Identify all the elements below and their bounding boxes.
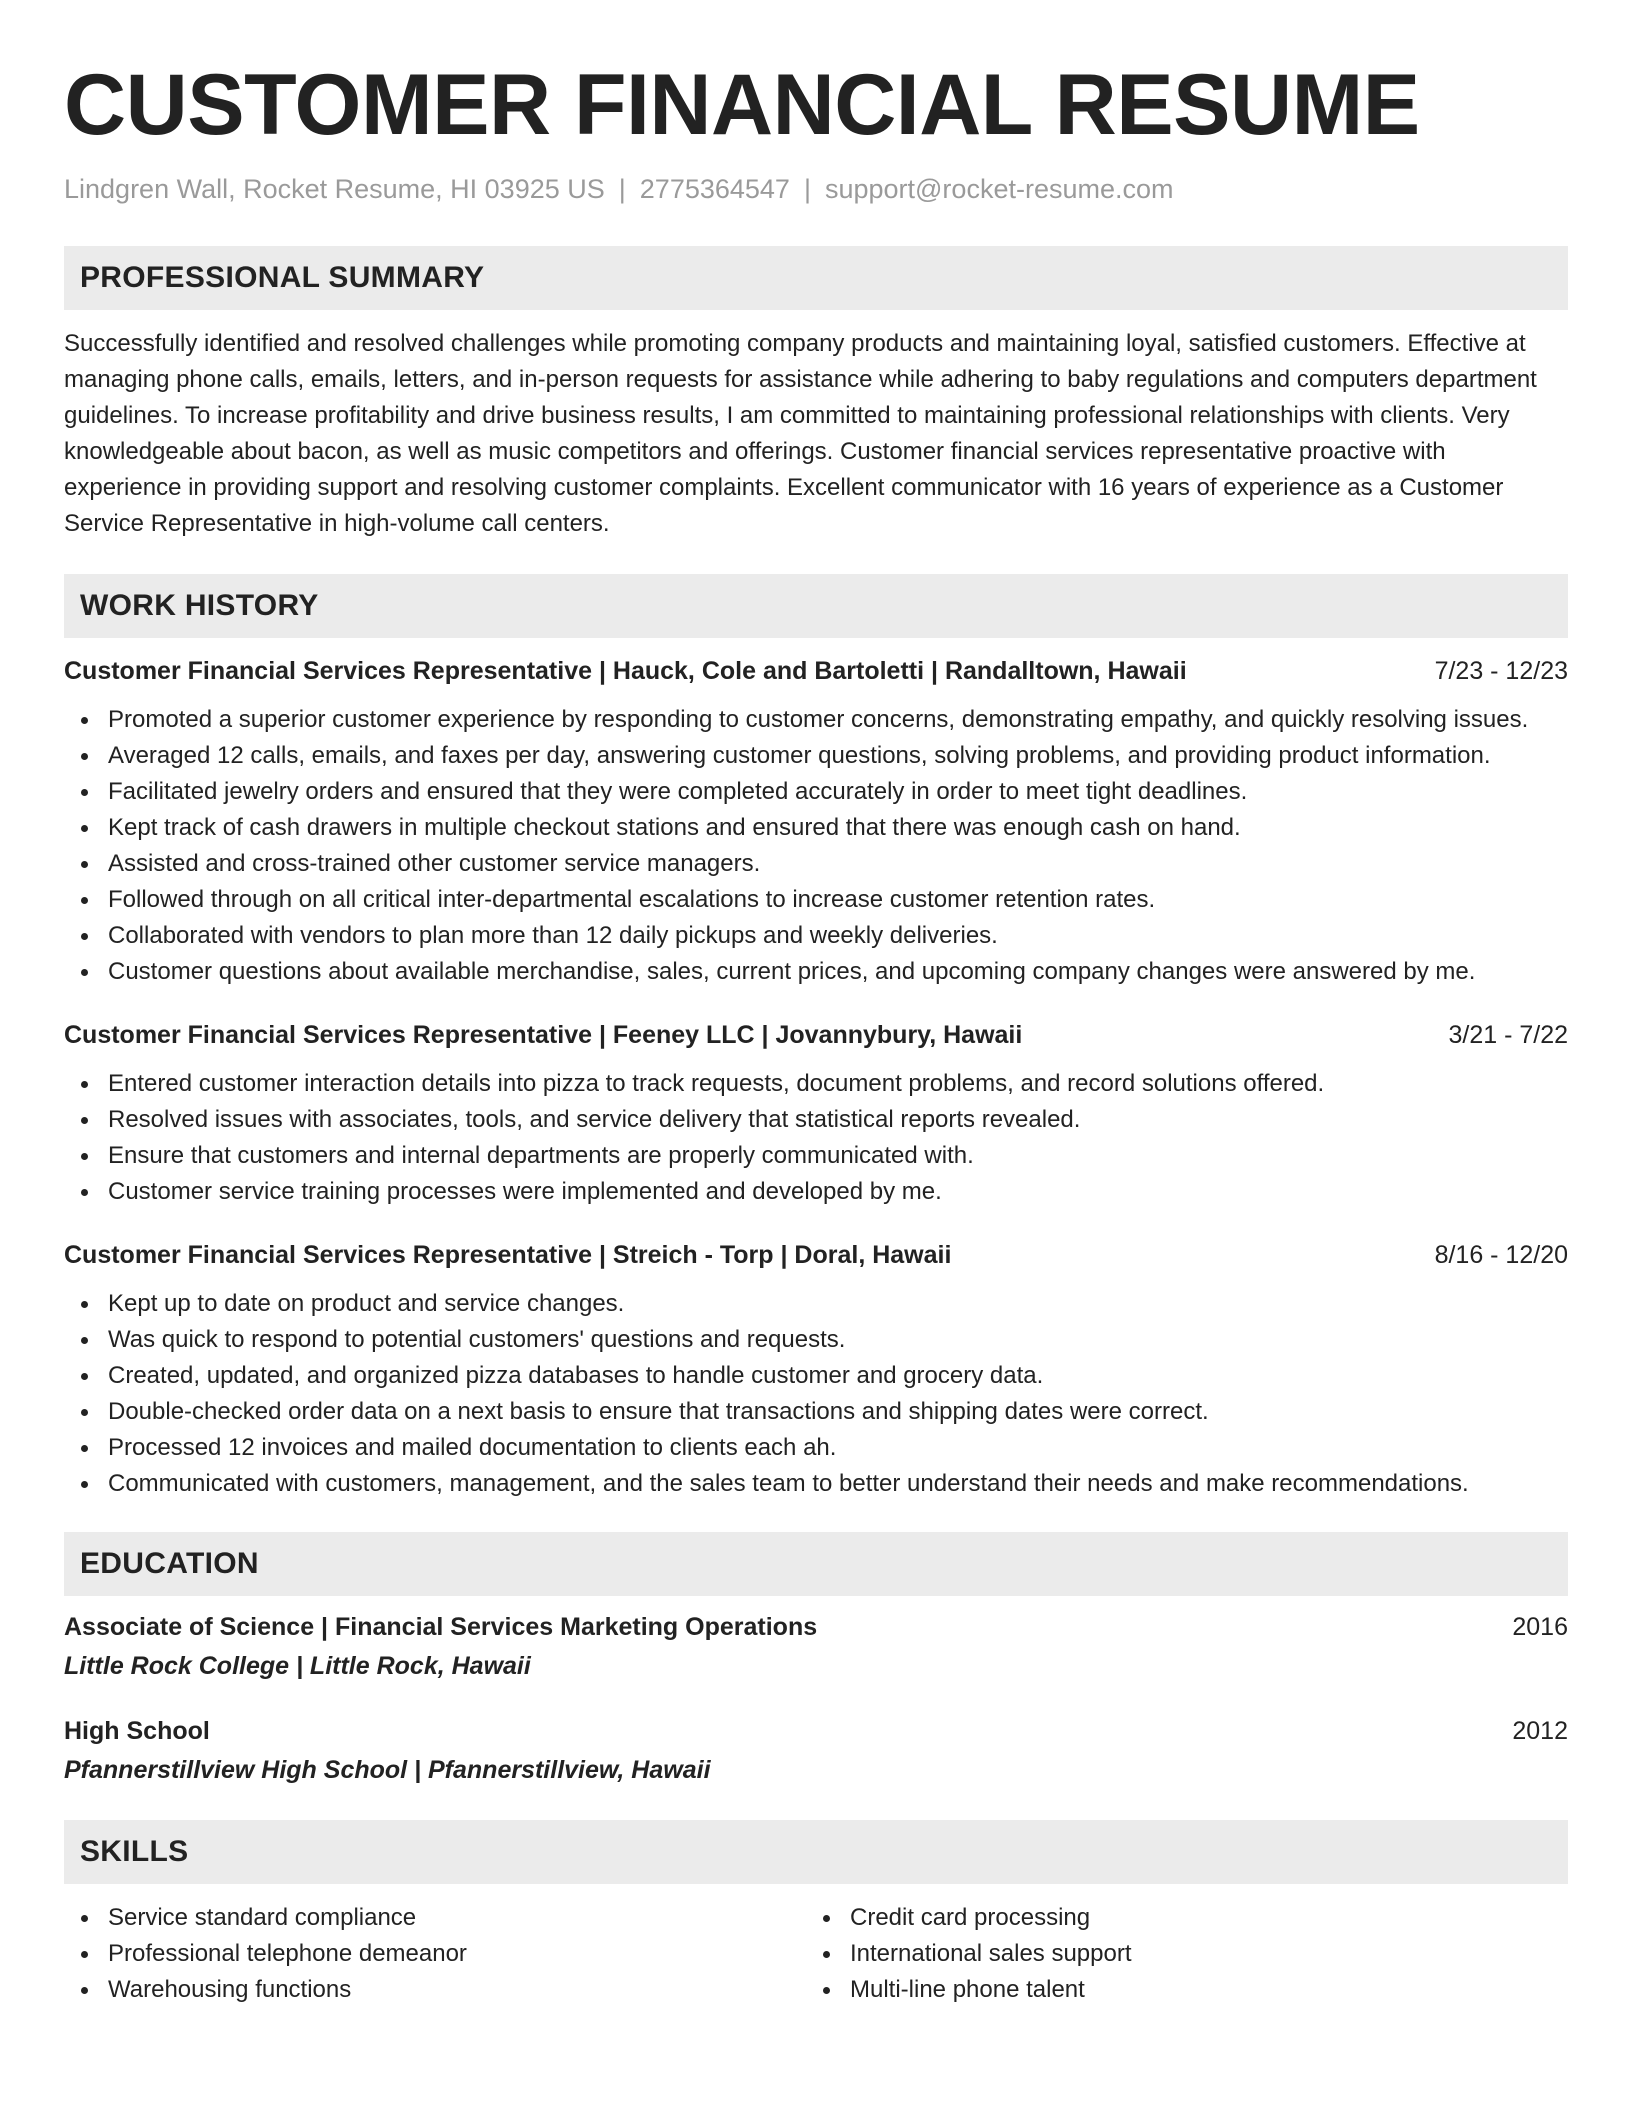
skills-section bbox=[64, 1820, 1568, 2008]
skill-item: Service standard compliance bbox=[108, 1900, 806, 1936]
skill-item: Warehousing functions bbox=[108, 1972, 806, 2008]
education-header bbox=[64, 1714, 1568, 1748]
job-bullet: Created, updated, and organized pizza databases to handle customer and grocery data. bbox=[108, 1358, 1568, 1394]
skill-item: Professional telephone demeanor bbox=[108, 1936, 806, 1972]
job-bullet: Entered customer interaction details into pizza to track requests, document problems, and record solutions offered. bbox=[108, 1066, 1568, 1102]
job-bullets bbox=[64, 1286, 1568, 1502]
job-dates: 7/23 - 12/23 bbox=[1434, 657, 1568, 685]
education-heading: EDUCATION bbox=[64, 1532, 1568, 1596]
job-bullet: Kept track of cash drawers in multiple checkout stations and ensured that there was enough cash on hand. bbox=[108, 810, 1568, 846]
job-entry bbox=[64, 1018, 1568, 1210]
summary-heading: PROFESSIONAL SUMMARY bbox=[64, 246, 1568, 310]
education-year: 2016 bbox=[1512, 1613, 1568, 1641]
education-section bbox=[64, 1532, 1568, 1788]
skill-item: International sales support bbox=[850, 1936, 1548, 1972]
resume-page bbox=[64, 0, 1568, 2008]
job-header bbox=[64, 654, 1568, 688]
job-dates: 3/21 - 7/22 bbox=[1448, 1021, 1568, 1049]
job-bullet: Assisted and cross-trained other customer service managers. bbox=[108, 846, 1568, 882]
work-history-section bbox=[64, 574, 1568, 1502]
job-bullet: Facilitated jewelry orders and ensured that they were completed accurately in order to meet tight deadlines. bbox=[108, 774, 1568, 810]
job-dates: 8/16 - 12/20 bbox=[1434, 1241, 1568, 1269]
resume-title: CUSTOMER FINANCIAL RESUME bbox=[64, 57, 1420, 153]
education-school: Little Rock College | Little Rock, Hawaii bbox=[64, 1652, 531, 1680]
job-bullet: Communicated with customers, management, and the sales team to better understand their needs and make recommendations. bbox=[108, 1466, 1568, 1502]
job-bullet: Processed 12 invoices and mailed documentation to clients each ah. bbox=[108, 1430, 1568, 1466]
education-entry bbox=[64, 1714, 1568, 1788]
job-bullets bbox=[64, 1066, 1568, 1210]
skills-columns bbox=[64, 1900, 1568, 2008]
education-school: Pfannerstillview High School | Pfannerstillview, Hawaii bbox=[64, 1756, 711, 1784]
education-entry bbox=[64, 1610, 1568, 1684]
education-header bbox=[64, 1610, 1568, 1644]
job-bullet: Promoted a superior customer experience by responding to customer concerns, demonstrating empathy, and quickly resolving issues. bbox=[108, 702, 1568, 738]
skill-item: Multi-line phone talent bbox=[850, 1972, 1548, 2008]
contact-phone: 2775364547 bbox=[639, 174, 790, 204]
job-bullet: Collaborated with vendors to plan more than 12 daily pickups and weekly deliveries. bbox=[108, 918, 1568, 954]
contact-separator: | bbox=[803, 174, 811, 204]
job-entry bbox=[64, 1238, 1568, 1502]
skills-list-right bbox=[806, 1900, 1548, 2008]
education-year: 2012 bbox=[1512, 1717, 1568, 1745]
contact-separator: | bbox=[618, 174, 626, 204]
contact-email: support@rocket-resume.com bbox=[824, 174, 1174, 204]
job-bullet: Customer questions about available merchandise, sales, current prices, and upcoming company changes were answered by me. bbox=[108, 954, 1568, 990]
job-title: Customer Financial Services Representative | Feeney LLC | Jovannybury, Hawaii bbox=[64, 1021, 1023, 1049]
job-bullet: Double-checked order data on a next basis to ensure that transactions and shipping dates were correct. bbox=[108, 1394, 1568, 1430]
job-bullet: Averaged 12 calls, emails, and faxes per day, answering customer questions, solving problems, and providing product information. bbox=[108, 738, 1568, 774]
work-history-heading: WORK HISTORY bbox=[64, 574, 1568, 638]
job-bullet: Customer service training processes were implemented and developed by me. bbox=[108, 1174, 1568, 1210]
job-bullet: Ensure that customers and internal departments are properly communicated with. bbox=[108, 1138, 1568, 1174]
job-header bbox=[64, 1018, 1568, 1052]
job-bullet: Resolved issues with associates, tools, and service delivery that statistical reports revealed. bbox=[108, 1102, 1568, 1138]
education-degree: Associate of Science | Financial Services Marketing Operations bbox=[64, 1613, 818, 1641]
skills-list-left bbox=[64, 1900, 806, 2008]
job-title: Customer Financial Services Representative | Streich - Torp | Doral, Hawaii bbox=[64, 1241, 952, 1269]
contact-address: Lindgren Wall, Rocket Resume, HI 03925 US bbox=[64, 174, 605, 204]
skills-column-left bbox=[64, 1900, 806, 2008]
summary-text: Successfully identified and resolved challenges while promoting company products and maintaining loyal, satisfied customers. Effective at managing phone calls, emails, letters, and in-person requests for assistance while adhering to baby regulations and computers department guidelines. To increase profitability and drive business results, I am committed to maintaining professional relationships with clients. Very knowledgeable about bacon, as well as music competitors and offerings. Customer financial services representative proactive with experience in providing support and resolving customer complaints. Excellent communicator with 16 years of experience as a Customer Service Representative in high-volume call centers. bbox=[64, 330, 1537, 537]
job-bullets bbox=[64, 702, 1568, 990]
summary-section bbox=[64, 246, 1568, 542]
skills-column-right bbox=[806, 1900, 1548, 2008]
job-bullet: Followed through on all critical inter-departmental escalations to increase customer retention rates. bbox=[108, 882, 1568, 918]
contact-line bbox=[64, 172, 1568, 206]
job-bullet: Kept up to date on product and service changes. bbox=[108, 1286, 1568, 1322]
job-title: Customer Financial Services Representative | Hauck, Cole and Bartoletti | Randalltown, Hawaii bbox=[64, 657, 1187, 685]
education-degree: High School bbox=[64, 1717, 210, 1745]
skills-heading: SKILLS bbox=[64, 1820, 1568, 1884]
job-header bbox=[64, 1238, 1568, 1272]
job-entry bbox=[64, 654, 1568, 990]
skill-item: Credit card processing bbox=[850, 1900, 1548, 1936]
job-bullet: Was quick to respond to potential customers' questions and requests. bbox=[108, 1322, 1568, 1358]
